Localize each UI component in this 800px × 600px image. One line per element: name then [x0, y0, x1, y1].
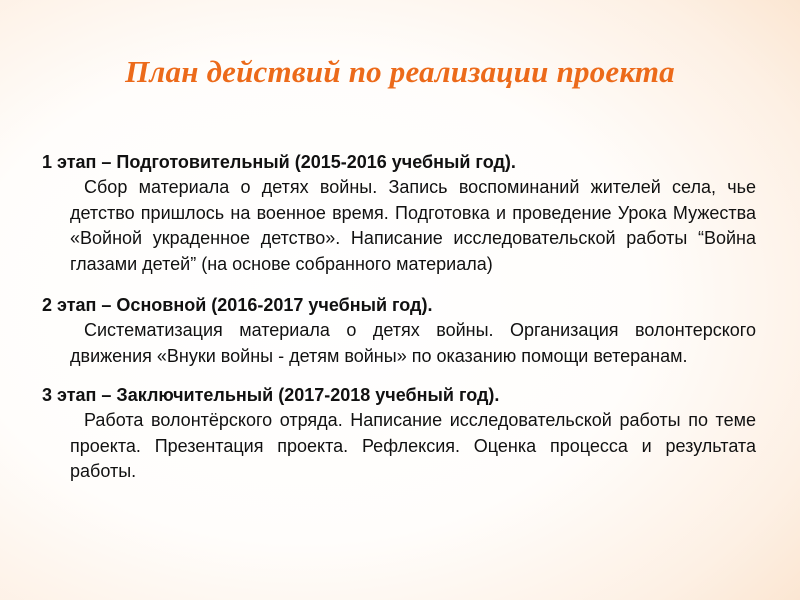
stage-1 [42, 150, 756, 277]
stage-1-heading: 1 этап – Подготовительный (2015-2016 учебный год). [42, 152, 516, 172]
stage-3 [42, 383, 756, 485]
stage-2-text: Систематизация материала о детях войны. Организация волонтерского движения «Внуки войны - детям войны» по оказанию помощи ветеранам. [70, 320, 756, 366]
stage-3-heading: 3 этап – Заключительный (2017-2018 учебный год). [42, 385, 500, 405]
stages-list [42, 150, 756, 501]
stage-2 [42, 293, 756, 369]
stage-1-text: Сбор материала о детях войны. Запись воспоминаний жителей села, чье детство пришлось на военное время. Подготовка и проведение Урока Мужества «Войной украденное детство». Написание исследовательской работы “Война глазами детей” (на основе собранного материала) [70, 177, 756, 274]
stage-3-text: Работа волонтёрского отряда. Написание исследовательской работы по теме проекта. Презентация проекта. Рефлексия. Оценка процесса и результата работы. [70, 410, 756, 481]
stage-2-heading: 2 этап – Основной (2016-2017 учебный год). [42, 295, 433, 315]
slide-title: План действий по реализации проекта [125, 54, 675, 89]
